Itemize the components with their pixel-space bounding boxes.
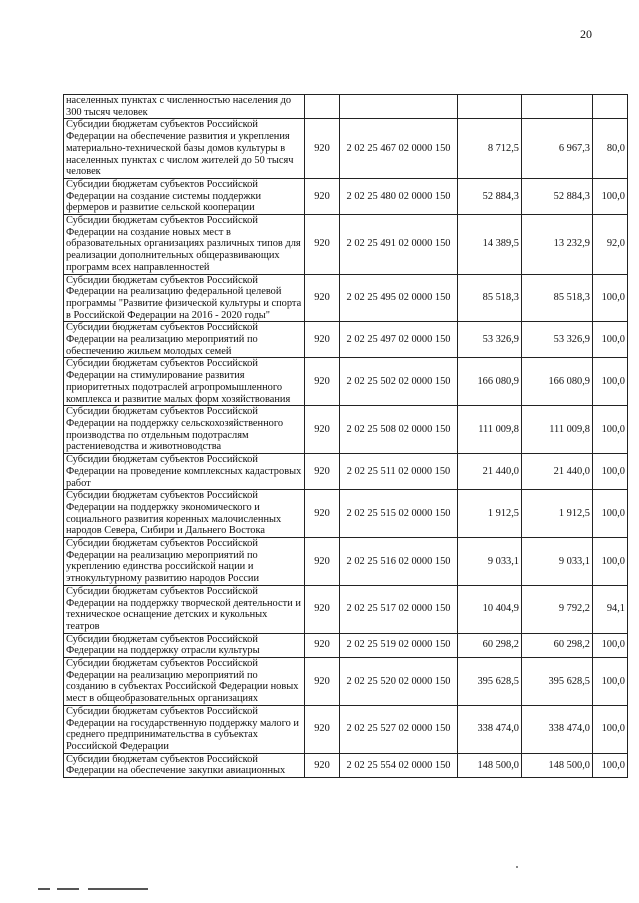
row-class-cell: 2 02 25 467 02 0000 150 <box>340 119 458 179</box>
row-code-cell <box>305 95 340 119</box>
row-percent-cell: 100,0 <box>593 322 628 358</box>
row-code-cell: 920 <box>305 705 340 753</box>
row-name-cell: Субсидии бюджетам субъектов Российской Федерации на реализацию мероприятий по укреплению единства российской нации и этнокультурному развитию народов России <box>64 538 305 586</box>
row-executed-cell: 1 912,5 <box>522 490 593 538</box>
row-name-cell: Субсидии бюджетам субъектов Российской Федерации на создание новых мест в образовательных организациях различных типов для реализации дополнительных общеразвивающих программ всех направленностей <box>64 215 305 275</box>
table-row <box>64 658 628 706</box>
row-code-cell: 920 <box>305 454 340 490</box>
row-executed-cell: 166 080,9 <box>522 358 593 406</box>
table-row <box>64 215 628 275</box>
row-percent-cell: 100,0 <box>593 753 628 777</box>
row-plan-cell: 1 912,5 <box>458 490 522 538</box>
row-plan-cell: 10 404,9 <box>458 585 522 633</box>
row-class-cell: 2 02 25 554 02 0000 150 <box>340 753 458 777</box>
row-class-cell: 2 02 25 520 02 0000 150 <box>340 658 458 706</box>
row-code-cell: 920 <box>305 633 340 657</box>
page-number: 20 <box>580 27 592 41</box>
row-percent-cell: 80,0 <box>593 119 628 179</box>
row-executed-cell: 9 792,2 <box>522 585 593 633</box>
row-executed-cell: 6 967,3 <box>522 119 593 179</box>
row-percent-cell: 100,0 <box>593 705 628 753</box>
row-executed-cell: 9 033,1 <box>522 538 593 586</box>
row-executed-cell: 111 009,8 <box>522 406 593 454</box>
row-plan-cell: 52 884,3 <box>458 178 522 214</box>
table-row <box>64 585 628 633</box>
table-row <box>64 178 628 214</box>
row-percent-cell: 100,0 <box>593 454 628 490</box>
table-row <box>64 633 628 657</box>
table-row <box>64 358 628 406</box>
row-executed-cell: 53 326,9 <box>522 322 593 358</box>
row-plan-cell: 14 389,5 <box>458 215 522 275</box>
row-executed-cell: 13 232,9 <box>522 215 593 275</box>
row-code-cell: 920 <box>305 406 340 454</box>
row-class-cell: 2 02 25 491 02 0000 150 <box>340 215 458 275</box>
row-code-cell: 920 <box>305 585 340 633</box>
row-percent-cell: 92,0 <box>593 215 628 275</box>
table-row <box>64 95 628 119</box>
row-executed-cell: 60 298,2 <box>522 633 593 657</box>
row-executed-cell: 338 474,0 <box>522 705 593 753</box>
row-name-cell: Субсидии бюджетам субъектов Российской Федерации на стимулирование развития приоритетных подотраслей агропромышленного комплекса и развитие малых форм хозяйствования <box>64 358 305 406</box>
row-class-cell: 2 02 25 519 02 0000 150 <box>340 633 458 657</box>
row-percent-cell: 100,0 <box>593 538 628 586</box>
row-class-cell: 2 02 25 508 02 0000 150 <box>340 406 458 454</box>
row-code-cell: 920 <box>305 490 340 538</box>
row-class-cell: 2 02 25 517 02 0000 150 <box>340 585 458 633</box>
row-executed-cell: 52 884,3 <box>522 178 593 214</box>
row-class-cell: 2 02 25 480 02 0000 150 <box>340 178 458 214</box>
row-name-cell: населенных пунктах с численностью населения до 300 тысяч человек <box>64 95 305 119</box>
footer-line <box>57 888 79 890</box>
row-name-cell: Субсидии бюджетам субъектов Российской Федерации на государственную поддержку малого и среднего предпринимательства в субъектах Российской Федерации <box>64 705 305 753</box>
row-percent-cell: 100,0 <box>593 658 628 706</box>
row-percent-cell: 100,0 <box>593 490 628 538</box>
table-row <box>64 274 628 322</box>
table-row <box>64 490 628 538</box>
row-executed-cell <box>522 95 593 119</box>
row-class-cell: 2 02 25 516 02 0000 150 <box>340 538 458 586</box>
row-percent-cell: 100,0 <box>593 358 628 406</box>
row-percent-cell: 100,0 <box>593 406 628 454</box>
row-name-cell: Субсидии бюджетам субъектов Российской Федерации на реализацию мероприятий по созданию в субъектах Российской Федерации новых мест в общеобразовательных организациях <box>64 658 305 706</box>
row-class-cell: 2 02 25 511 02 0000 150 <box>340 454 458 490</box>
scan-dot <box>516 866 518 868</box>
row-percent-cell <box>593 95 628 119</box>
row-name-cell: Субсидии бюджетам субъектов Российской Федерации на поддержку творческой деятельности и техническое оснащение детских и кукольных театров <box>64 585 305 633</box>
row-percent-cell: 94,1 <box>593 585 628 633</box>
row-name-cell: Субсидии бюджетам субъектов Российской Федерации на поддержку сельскохозяйственного производства по отдельным подотраслям растениеводства и животноводства <box>64 406 305 454</box>
row-name-cell: Субсидии бюджетам субъектов Российской Федерации на реализацию мероприятий по обеспечению жильем молодых семей <box>64 322 305 358</box>
row-plan-cell: 9 033,1 <box>458 538 522 586</box>
table-row <box>64 454 628 490</box>
row-plan-cell <box>458 95 522 119</box>
table-body <box>64 95 628 778</box>
row-executed-cell: 395 628,5 <box>522 658 593 706</box>
row-code-cell: 920 <box>305 274 340 322</box>
table-row <box>64 753 628 777</box>
row-plan-cell: 8 712,5 <box>458 119 522 179</box>
row-name-cell: Субсидии бюджетам субъектов Российской Федерации на поддержку экономического и социального развития коренных малочисленных народов Севера, Сибири и Дальнего Востока <box>64 490 305 538</box>
row-code-cell: 920 <box>305 658 340 706</box>
row-percent-cell: 100,0 <box>593 274 628 322</box>
row-code-cell: 920 <box>305 358 340 406</box>
footer-line <box>38 888 50 890</box>
row-plan-cell: 148 500,0 <box>458 753 522 777</box>
row-code-cell: 920 <box>305 178 340 214</box>
row-plan-cell: 60 298,2 <box>458 633 522 657</box>
row-code-cell: 920 <box>305 753 340 777</box>
table-row <box>64 406 628 454</box>
table-row <box>64 705 628 753</box>
row-executed-cell: 85 518,3 <box>522 274 593 322</box>
row-code-cell: 920 <box>305 119 340 179</box>
row-executed-cell: 148 500,0 <box>522 753 593 777</box>
row-plan-cell: 21 440,0 <box>458 454 522 490</box>
row-code-cell: 920 <box>305 322 340 358</box>
row-name-cell: Субсидии бюджетам субъектов Российской Федерации на проведение комплексных кадастровых работ <box>64 454 305 490</box>
row-class-cell: 2 02 25 497 02 0000 150 <box>340 322 458 358</box>
row-class-cell: 2 02 25 495 02 0000 150 <box>340 274 458 322</box>
row-class-cell <box>340 95 458 119</box>
budget-table <box>63 94 628 778</box>
row-plan-cell: 111 009,8 <box>458 406 522 454</box>
row-name-cell: Субсидии бюджетам субъектов Российской Федерации на обеспечение закупки авиационных <box>64 753 305 777</box>
row-executed-cell: 21 440,0 <box>522 454 593 490</box>
row-name-cell: Субсидии бюджетам субъектов Российской Федерации на обеспечение развития и укрепления материально-технической базы домов культуры в населенных пунктах с числом жителей до 50 тысяч человек <box>64 119 305 179</box>
row-percent-cell: 100,0 <box>593 633 628 657</box>
row-class-cell: 2 02 25 527 02 0000 150 <box>340 705 458 753</box>
row-name-cell: Субсидии бюджетам субъектов Российской Федерации на реализацию федеральной целевой программы "Развитие физической культуры и спорта в Российской Федерации на 2016 - 2020 годы" <box>64 274 305 322</box>
table-row <box>64 119 628 179</box>
row-name-cell: Субсидии бюджетам субъектов Российской Федерации на поддержку отрасли культуры <box>64 633 305 657</box>
row-percent-cell: 100,0 <box>593 178 628 214</box>
row-plan-cell: 338 474,0 <box>458 705 522 753</box>
row-code-cell: 920 <box>305 215 340 275</box>
row-plan-cell: 53 326,9 <box>458 322 522 358</box>
footer-line <box>88 888 148 890</box>
row-name-cell: Субсидии бюджетам субъектов Российской Федерации на создание системы поддержки фермеров и развитие сельской кооперации <box>64 178 305 214</box>
row-class-cell: 2 02 25 515 02 0000 150 <box>340 490 458 538</box>
row-plan-cell: 85 518,3 <box>458 274 522 322</box>
row-plan-cell: 166 080,9 <box>458 358 522 406</box>
table-row <box>64 322 628 358</box>
row-code-cell: 920 <box>305 538 340 586</box>
table-row <box>64 538 628 586</box>
row-plan-cell: 395 628,5 <box>458 658 522 706</box>
row-class-cell: 2 02 25 502 02 0000 150 <box>340 358 458 406</box>
